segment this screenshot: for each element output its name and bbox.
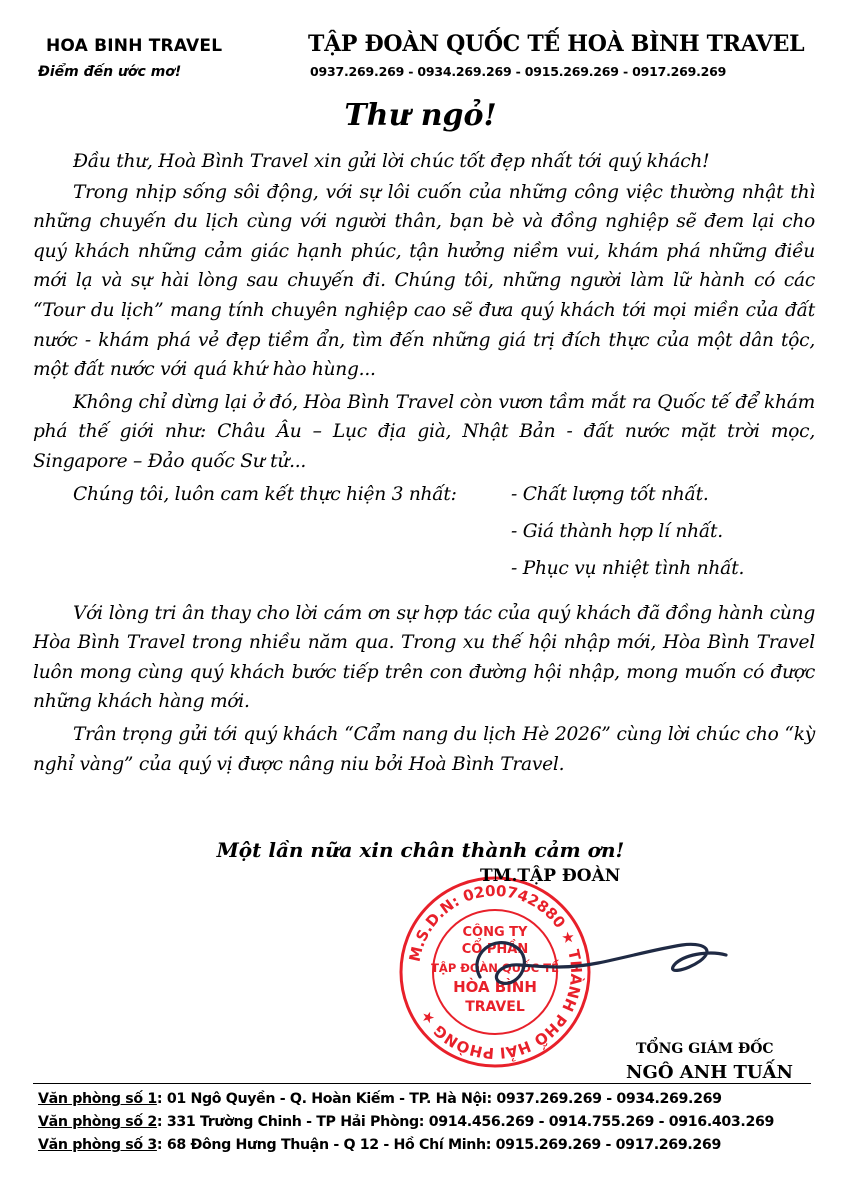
commitment-list <box>511 480 815 591</box>
commitment-block <box>33 480 815 591</box>
seal-outer-text: M.S.D.N: 0200742880 ★ THÀNH PHỐ HẢI PHÒNG ★ <box>405 881 586 1063</box>
commitment-item: - Giá thành hợp lí nhất. <box>511 520 723 542</box>
seal-line: CỔ PHẦN <box>461 942 529 957</box>
seal-line: TRAVEL <box>465 999 525 1015</box>
company-name: TẬP ĐOÀN QUỐC TẾ HOÀ BÌNH TRAVEL <box>308 31 805 57</box>
office-item <box>38 1134 774 1157</box>
greeting-paragraph: Đầu thư, Hoà Bình Travel xin gửi lời chúc tốt đẹp nhất tới quý khách! <box>73 151 710 172</box>
seal-line: TẬP ĐOÀN QUỐC TẾ <box>431 961 559 975</box>
brand-slogan: Điểm đến ước mơ! <box>38 64 182 80</box>
signature-role: TỔNG GIÁM ĐỐC <box>636 1041 774 1057</box>
office-label: Văn phòng số 1 <box>38 1091 157 1107</box>
signature-mark <box>450 905 730 1005</box>
signature-org: TM.TẬP ĐOÀN <box>480 866 621 886</box>
office-details: : 68 Đông Hưng Thuận - Q 12 - Hồ Chí Minh: 0915.269.269 - 0917.269.269 <box>156 1137 721 1153</box>
office-item <box>38 1111 774 1134</box>
signature-name: NGÔ ANH TUẤN <box>626 1062 793 1083</box>
office-details: : 331 Trường Chinh - TP Hải Phòng: 0914.456.269 - 0914.755.269 - 0916.403.269 <box>156 1114 775 1130</box>
letter-body <box>33 147 815 782</box>
letter-title: Thư ngỏ! <box>344 98 497 133</box>
commitment-item: - Phục vụ nhiệt tình nhất. <box>511 557 745 579</box>
handbook-paragraph: Trân trọng gửi tới quý khách “Cẩm nang du lịch Hè 2026” cùng lời chúc cho “kỳ nghỉ vàng” của quý vị được nâng niu bởi Hoà Bình Travel. <box>33 723 815 775</box>
office-label: Văn phòng số 2 <box>38 1114 157 1130</box>
office-label: Văn phòng số 3 <box>38 1137 157 1153</box>
office-details: : 01 Ngô Quyền - Q. Hoàn Kiếm - TP. Hà Nội: 0937.269.269 - 0934.269.269 <box>156 1091 722 1107</box>
seal-line: CÔNG TY <box>462 925 528 940</box>
international-paragraph: Không chỉ dừng lại ở đó, Hòa Bình Travel còn vươn tầm mắt ra Quốc tế để khám phá thế giới như: Châu Âu – Lục địa già, Nhật Bản - đất nước mặt trời mọc, Singapore – Đảo quốc Sư tử... <box>33 391 815 472</box>
thanks-line: Một lần nữa xin chân thành cảm ơn! <box>216 838 625 862</box>
office-item <box>38 1088 774 1111</box>
intro-paragraph: Trong nhịp sống sôi động, với sự lôi cuốn của những công việc thường nhật thì những chuyến du lịch cùng với người thân, bạn bè và đồng nghiệp sẽ đem lại cho quý khách những cảm giác hạnh phúc, tận hưởng niềm vui, khám phá những điều mới lạ và sự hài lòng sau chuyến đi. Chúng tôi, những người làm lữ hành có các “Tour du lịch” mang tính chuyên nghiệp cao sẽ đưa quý khách tới mọi miền của đất nước - khám phá vẻ đẹp tiềm ẩn, tìm đến những giá trị đích thực của một dân tộc, một đất nước với quá khứ hào hùng... <box>33 181 815 381</box>
brand-name: HOA BINH TRAVEL <box>46 36 223 56</box>
office-list <box>38 1088 774 1157</box>
company-phones: 0937.269.269 - 0934.269.269 - 0915.269.269 - 0917.269.269 <box>310 64 727 79</box>
footer-divider <box>33 1083 811 1084</box>
gratitude-paragraph: Với lòng tri ân thay cho lời cám ơn sự hợp tác của quý khách đã đồng hành cùng Hòa Bình Travel trong nhiều năm qua. Trong xu thế hội nhập mới, Hòa Bình Travel luôn mong cùng quý khách bước tiếp trên con đường hội nhập, mong muốn có được những khách hàng mới. <box>33 602 815 713</box>
commitment-item: - Chất lượng tốt nhất. <box>511 483 709 505</box>
commitment-lead: Chúng tôi, luôn cam kết thực hiện 3 nhất: <box>73 483 457 505</box>
seal-line: HÒA BÌNH <box>453 978 537 996</box>
